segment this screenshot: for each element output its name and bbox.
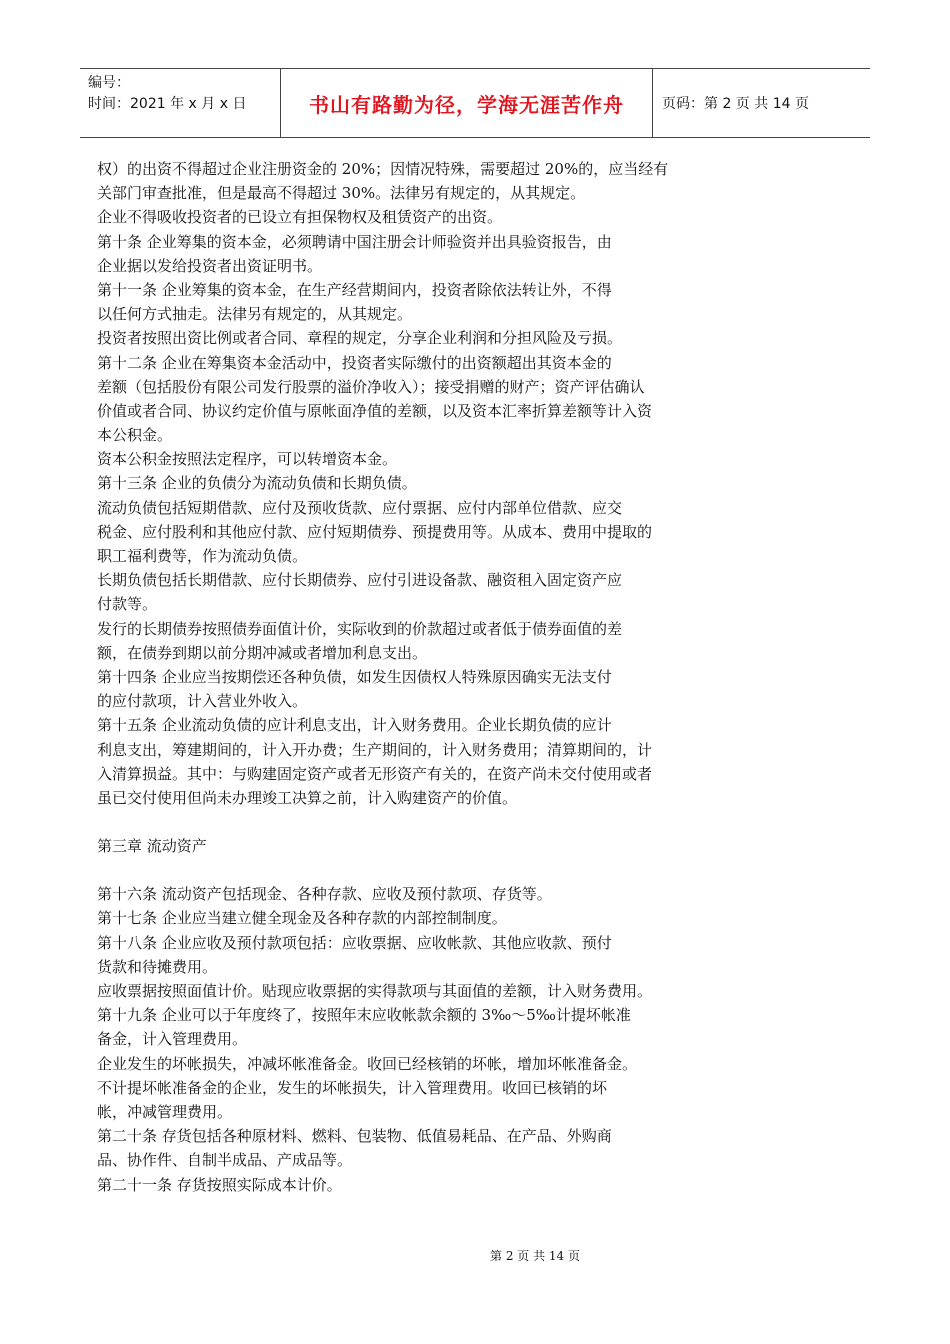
body-line: 第十一条 企业筹集的资本金，在生产经营期间内，投资者除依法转让外，不得 [97,280,612,299]
body-line: 品、协作件、自制半成品、产成品等。 [97,1151,353,1170]
document-number-label: 编号： [88,75,130,91]
body-line: 帐，冲减管理费用。 [97,1102,233,1121]
body-line: 第二十一条 存货按照实际成本计价。 [97,1175,342,1194]
body-section-current-assets [97,882,737,1196]
body-line: 关部门审查批准，但是最高不得超过 30%。法律另有规定的，从其规定。 [97,184,586,203]
body-line: 资本公积金按照法定程序，可以转增资本金。 [97,450,398,469]
body-line: 权）的出资不得超过企业注册资金的 20%；因情况特殊，需要超过 20%的，应当经有 [97,160,669,178]
body-section-capital [97,157,737,810]
body-line: 入清算损益。其中：与购建固定资产或者无形资产有关的，在资产尚未交付使用或者 [97,764,653,783]
header-page-label: 页码：第 2 页 共 14 页 [662,96,809,112]
body-line: 长期负债包括长期借款、应付长期债券、应付引进设备款、融资租入固定资产应 [97,571,623,590]
body-line: 税金、应付股利和其他应付款、应付短期债券、预提费用等。从成本、费用中提取的 [97,522,653,541]
body-line: 货款和待摊费用。 [97,957,218,976]
body-line: 企业不得吸收投资者的已设立有担保物权及租赁资产的出资。 [97,208,503,227]
body-line: 第十六条 流动资产包括现金、各种存款、应收及预付款项、存货等。 [97,885,552,904]
body-line: 流动负债包括短期借款、应付及预收货款、应付票据、应付内部单位借款、应交 [97,498,623,517]
body-line: 第十五条 企业流动负债的应计利息支出，计入财务费用。企业长期负债的应计 [97,716,612,735]
body-line: 第十四条 企业应当按期偿还各种负债，如发生因债权人特殊原因确实无法支付 [97,667,612,686]
document-header [80,68,870,138]
body-line: 虽已交付使用但尚未办理竣工决算之前，计入购建资产的价值。 [97,788,518,807]
body-line: 额，在债券到期以前分期冲减或者增加利息支出。 [97,643,428,662]
body-line: 第十二条 企业在筹集资本金活动中，投资者实际缴付的出资额超出其资本金的 [97,353,612,372]
body-line: 发行的长期债券按照债券面值计价，实际收到的价款超过或者低于债券面值的差 [97,619,623,638]
body-line: 企业据以发给投资者出资证明书。 [97,256,323,275]
body-line: 的应付款项，计入营业外收入。 [97,692,308,711]
header-meta-cell [80,69,281,137]
body-line: 第二十条 存货包括各种原材料、燃料、包装物、低值易耗品、在产品、外购商 [97,1127,612,1146]
body-line: 第十七条 企业应当建立健全现金及各种存款的内部控制制度。 [97,909,507,928]
body-line: 第十条 企业筹集的资本金，必须聘请中国注册会计师验资并出具验资报告，由 [97,232,612,251]
document-body [97,157,737,1197]
body-line: 差额（包括股份有限公司发行股票的溢价净收入）；接受捐赠的财产；资产评估确认 [97,377,645,396]
body-line: 应收票据按照面值计价。贴现应收票据的实得款项与其面值的差额，计入财务费用。 [97,982,653,1000]
body-line: 不计提坏帐准备金的企业，发生的坏帐损失，计入管理费用。收回已核销的坏 [97,1078,608,1097]
body-line: 第十三条 企业的负债分为流动负债和长期负债。 [97,474,417,493]
body-line: 价值或者合同、协议约定价值与原帐面净值的差额，以及资本汇率折算差额等计入资 [97,401,653,420]
chapter-title: 第三章 流动资产 [97,837,207,856]
body-line: 利息支出，筹建期间的，计入开办费；生产期间的，计入财务费用；清算期间的，计 [97,740,653,759]
body-line: 投资者按照出资比例或者合同、章程的规定，分享企业利润和分担风险及亏损。 [97,329,623,348]
document-date-label: 时间：2021 年 x 月 x 日 [88,96,247,112]
body-line: 第十八条 企业应收及预付款项包括：应收票据、应收帐款、其他应收款、预付 [97,933,612,952]
body-line: 企业发生的坏帐损失，冲减坏帐准备金。收回已经核销的坏帐，增加坏帐准备金。 [97,1054,638,1073]
body-line: 以任何方式抽走。法律另有规定的，从其规定。 [97,305,413,324]
page-footer: 第 2 页 共 14 页 [490,1249,580,1263]
body-line: 职工福利费等，作为流动负债。 [97,547,308,565]
body-line: 付款等。 [97,595,158,614]
body-line: 备金，计入管理费用。 [97,1030,248,1049]
body-line: 第十九条 企业可以于年度终了，按照年末应收帐款余额的 3‰～5‰计提坏帐准 [97,1006,631,1025]
body-line: 本公积金。 [97,426,173,445]
header-motto: 书山有路勤为径，学海无涯苦作舟 [281,69,653,137]
